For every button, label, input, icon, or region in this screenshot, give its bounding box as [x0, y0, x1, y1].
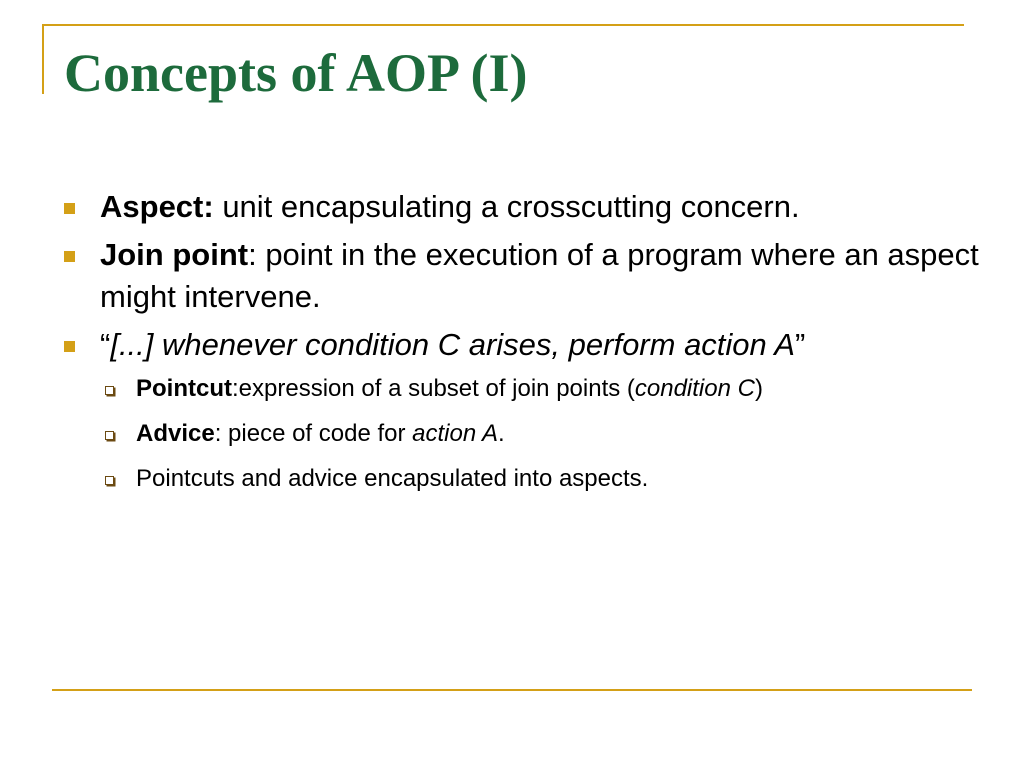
close-quote: ”	[794, 327, 806, 362]
sub-bullet-italic: condition C	[634, 375, 755, 402]
sub-bullet-tail: .	[497, 420, 505, 447]
slide-content	[62, 186, 982, 507]
sub-bullet-term: Pointcut	[136, 375, 232, 402]
hollow-square-bullet-icon	[105, 431, 114, 440]
hollow-square-bullet-icon	[105, 476, 114, 485]
bullet-aspect	[62, 186, 982, 228]
square-bullet-icon	[64, 341, 75, 352]
hollow-square-bullet-icon	[105, 386, 114, 395]
sub-bullet-encapsulation	[62, 462, 982, 496]
bullet-quote	[62, 324, 982, 366]
frame-bottom-line	[52, 689, 972, 691]
bullet-text: unit encapsulating a crosscutting concern.	[213, 189, 800, 224]
bullet-term: Aspect:	[100, 189, 214, 224]
square-bullet-icon	[64, 251, 75, 262]
frame-left-line	[42, 24, 44, 94]
sub-bullet-text: :expression of a subset of join points (	[232, 375, 635, 402]
bullet-text: : point in the execution of a program where an aspect might intervene.	[100, 237, 979, 314]
sub-bullet-text: : piece of code for	[214, 420, 413, 447]
open-quote: “	[100, 327, 111, 362]
bullet-term: Join point	[100, 237, 249, 272]
sub-bullet-italic: action A	[412, 420, 498, 447]
frame-top-line	[42, 24, 964, 26]
bullet-join-point	[62, 234, 982, 318]
sub-bullet-advice	[62, 417, 982, 451]
sub-bullet-pointcut	[62, 372, 982, 406]
sub-bullet-text: Pointcuts and advice encapsulated into aspects.	[136, 465, 649, 492]
sub-bullet-term: Advice	[136, 420, 215, 447]
sub-bullet-tail: )	[754, 375, 763, 402]
slide-title: Concepts of AOP (I)	[64, 43, 528, 103]
square-bullet-icon	[64, 203, 75, 214]
quote-text: [...] whenever condition C arises, perform action A	[110, 327, 795, 362]
